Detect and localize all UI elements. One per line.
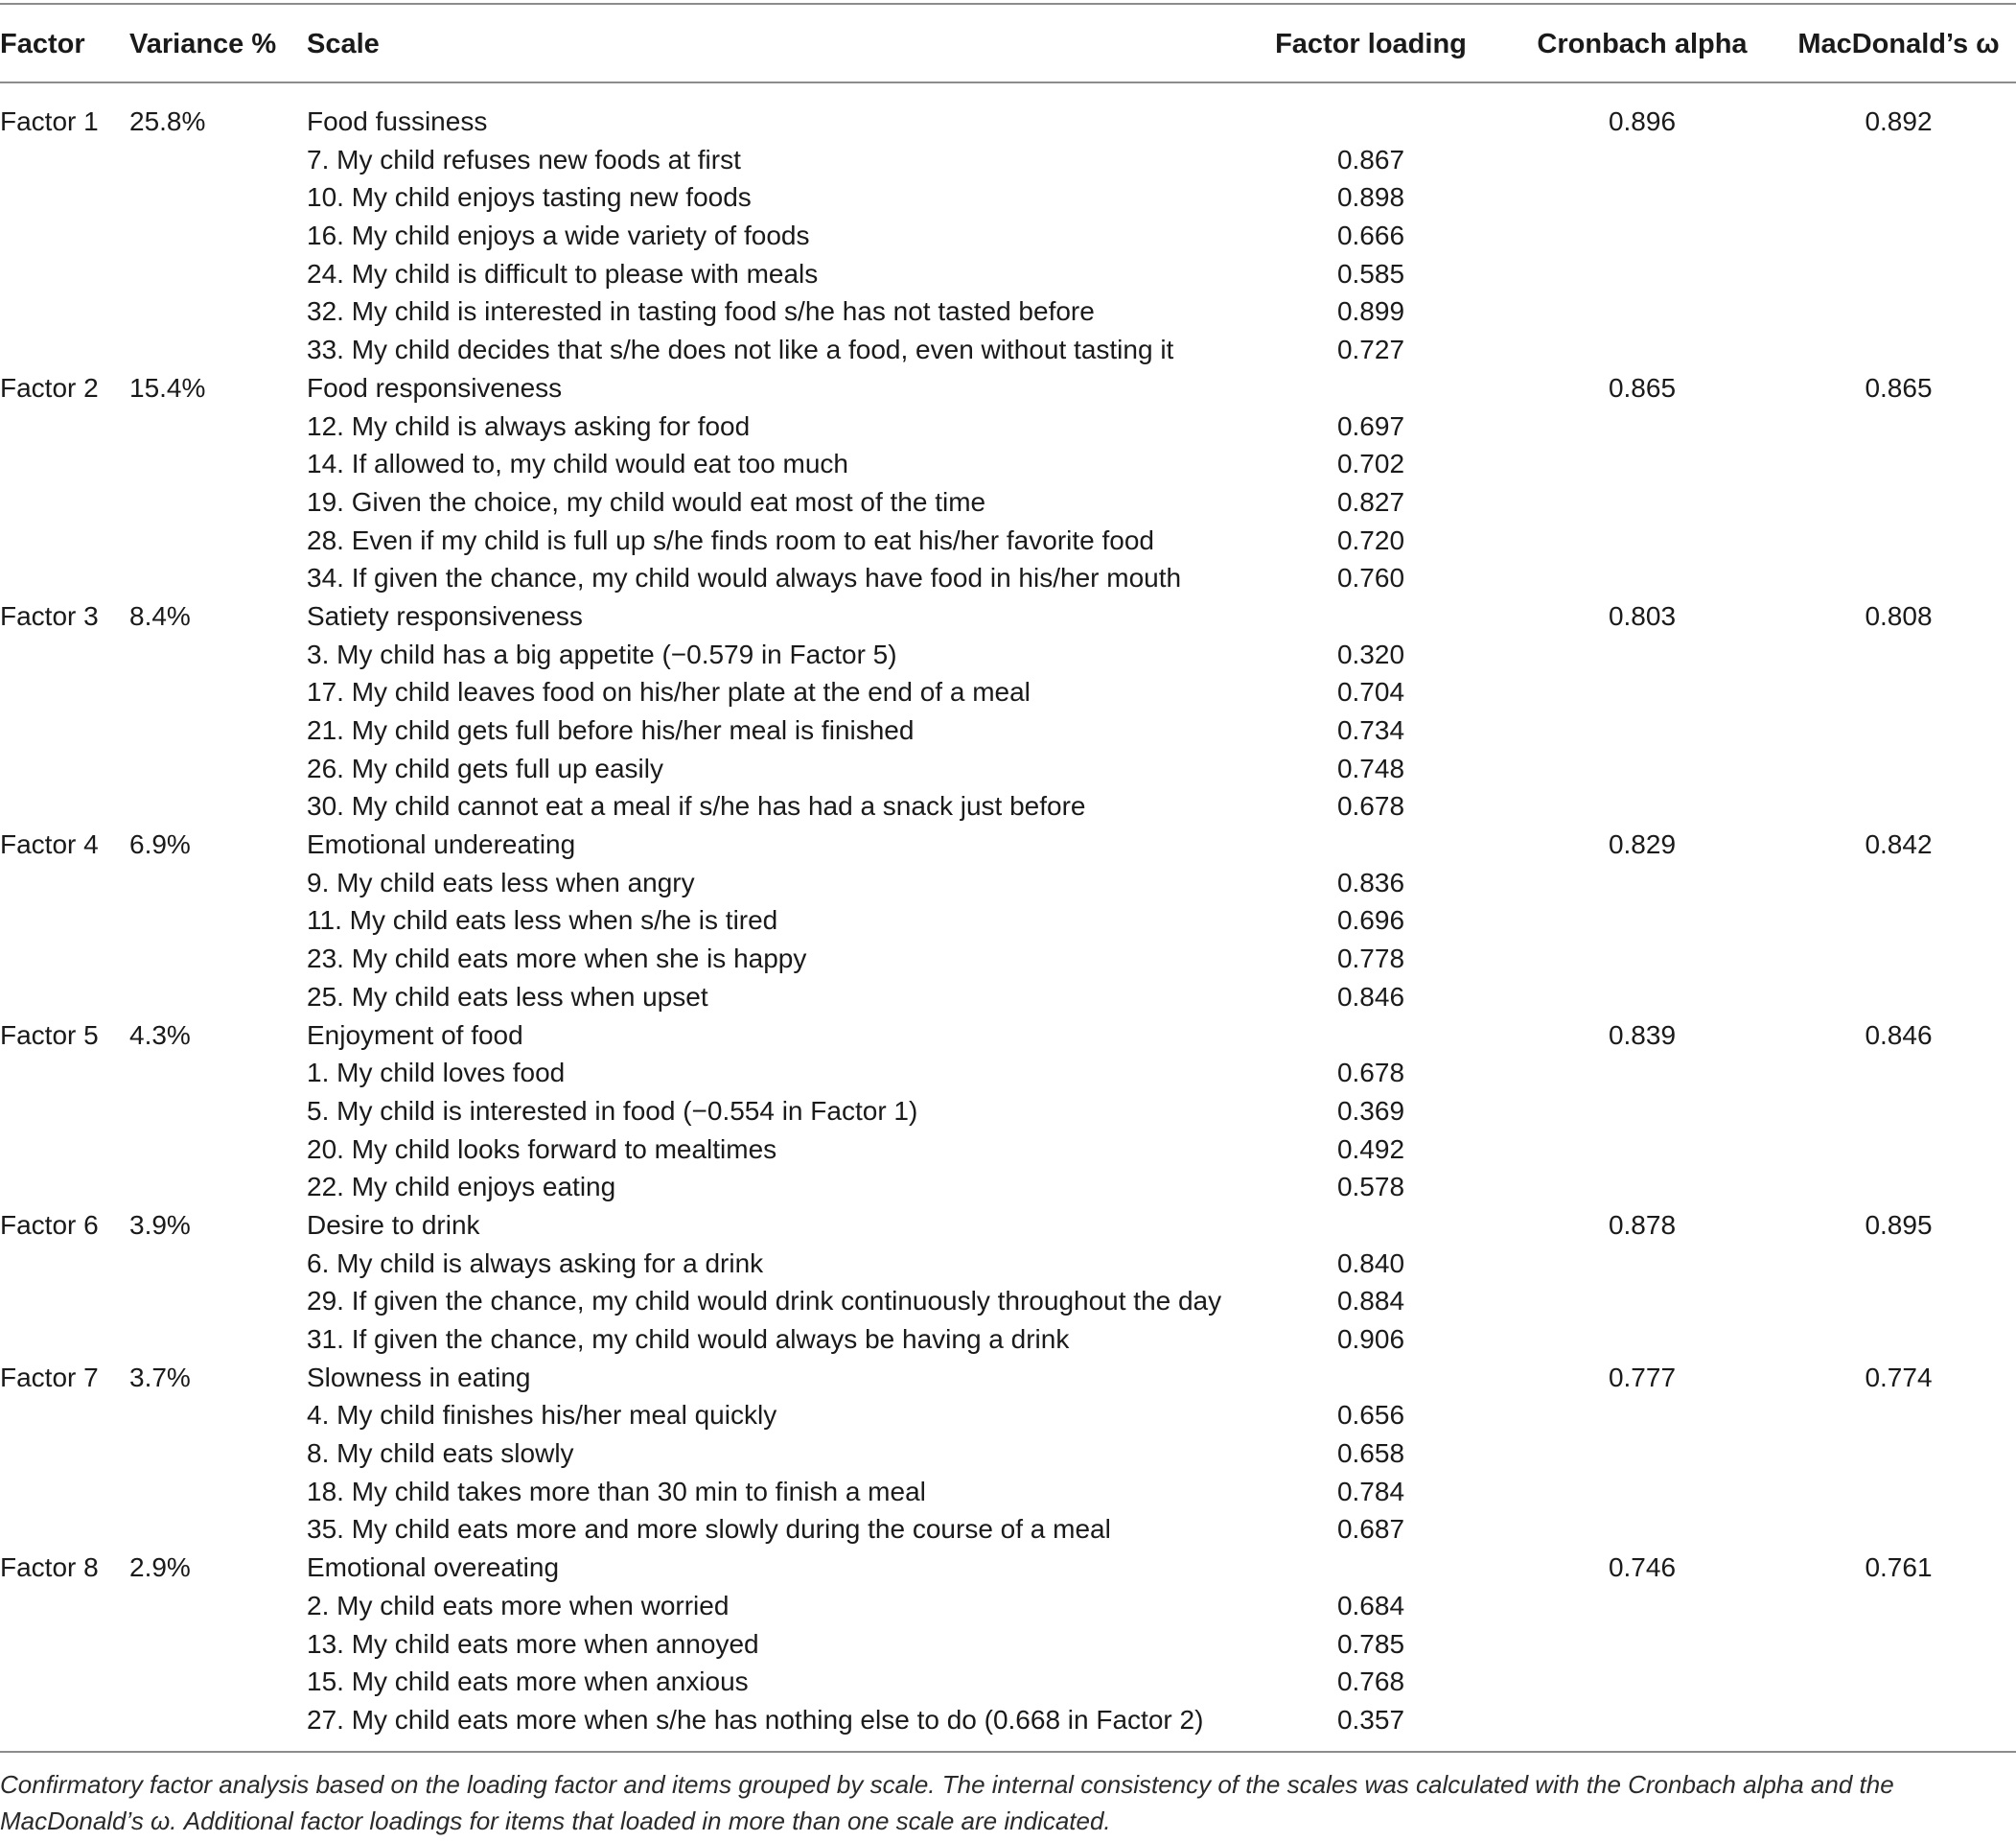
- cell-factor: Factor 5: [0, 1019, 99, 1050]
- table-row: [0, 1359, 2016, 1397]
- cell-factor-loading: 0.906: [1336, 1324, 1405, 1354]
- table-row: [0, 826, 2016, 864]
- cell-scale: 30. My child cannot eat a meal if s/he has had a snack just before: [307, 791, 1086, 822]
- cell-factor-loading: 0.320: [1336, 639, 1405, 669]
- cell-scale: 6. My child is always asking for a drink: [307, 1247, 764, 1278]
- table-row: [0, 369, 2016, 408]
- cell-factor-loading: 0.696: [1336, 905, 1405, 936]
- cell-cronbach-alpha: 0.829: [1608, 829, 1677, 860]
- cell-macdonalds-omega: 0.892: [1865, 106, 1933, 136]
- cell-scale: Emotional undereating: [307, 829, 576, 860]
- header-scale: Scale: [307, 29, 380, 59]
- cell-scale: 29. If given the chance, my child would drink continuously throughout the day: [307, 1286, 1222, 1317]
- cell-factor-loading: 0.687: [1336, 1514, 1405, 1545]
- cell-factor: Factor 3: [0, 600, 99, 631]
- cell-factor-loading: 0.678: [1336, 791, 1405, 822]
- table-bottom-rule: [0, 1751, 2016, 1753]
- cell-scale: 26. My child gets full up easily: [307, 753, 663, 783]
- cell-scale: 17. My child leaves food on his/her plate at the end of a meal: [307, 677, 1031, 708]
- cell-variance: 3.9%: [129, 1209, 191, 1240]
- cell-factor: Factor 8: [0, 1552, 99, 1583]
- cell-factor-loading: 0.840: [1336, 1247, 1405, 1278]
- cell-cronbach-alpha: 0.896: [1608, 106, 1677, 136]
- header-rule: [0, 82, 2016, 83]
- table-row: [0, 1510, 2016, 1549]
- cell-factor-loading: 0.658: [1336, 1438, 1405, 1469]
- table-row: [0, 1282, 2016, 1320]
- table-row: [0, 1396, 2016, 1434]
- cell-scale: 18. My child takes more than 30 min to finish a meal: [307, 1476, 926, 1506]
- cell-macdonalds-omega: 0.846: [1865, 1019, 1933, 1050]
- table-row: [0, 750, 2016, 788]
- cell-factor-loading: 0.846: [1336, 981, 1405, 1012]
- cell-scale: 35. My child eats more and more slowly during the course of a meal: [307, 1514, 1111, 1545]
- table-row: [0, 1320, 2016, 1359]
- cell-factor: Factor 4: [0, 829, 99, 860]
- cell-factor-loading: 0.697: [1336, 410, 1405, 441]
- cell-cronbach-alpha: 0.746: [1608, 1552, 1677, 1583]
- cell-scale: 33. My child decides that s/he does not like a food, even without tasting it: [307, 335, 1174, 365]
- cell-factor-loading: 0.727: [1336, 335, 1405, 365]
- cell-scale: 15. My child eats more when anxious: [307, 1666, 749, 1697]
- cell-factor-loading: 0.585: [1336, 258, 1405, 289]
- cell-scale: Food fussiness: [307, 106, 488, 136]
- cell-factor-loading: 0.827: [1336, 486, 1405, 517]
- cell-cronbach-alpha: 0.839: [1608, 1019, 1677, 1050]
- cell-scale: 19. Given the choice, my child would eat most of the time: [307, 486, 986, 517]
- cell-macdonalds-omega: 0.761: [1865, 1552, 1933, 1583]
- cell-scale: 31. If given the chance, my child would always be having a drink: [307, 1324, 1070, 1354]
- table-row: [0, 408, 2016, 446]
- cell-factor-loading: 0.899: [1336, 296, 1405, 327]
- table-row: [0, 1701, 2016, 1739]
- table-row: [0, 1549, 2016, 1587]
- table-row: [0, 483, 2016, 522]
- table-row: [0, 1168, 2016, 1206]
- cell-factor-loading: 0.760: [1336, 563, 1405, 594]
- cell-scale: 28. Even if my child is full up s/he finds room to eat his/her favorite food: [307, 524, 1154, 555]
- cell-scale: Enjoyment of food: [307, 1019, 523, 1050]
- cell-factor-loading: 0.785: [1336, 1628, 1405, 1659]
- cell-variance: 4.3%: [129, 1019, 191, 1050]
- cell-scale: 24. My child is difficult to please with meals: [307, 258, 819, 289]
- cell-variance: 6.9%: [129, 829, 191, 860]
- cell-factor-loading: 0.369: [1336, 1095, 1405, 1126]
- table-row: [0, 636, 2016, 674]
- table-footnote: Confirmatory factor analysis based on the loading factor and items grouped by scale. The internal consistency of the scales was calculated with the Cronbach alpha and the MacDonald’s ω. Additional factor loadings for items that loaded in more than one scale are indicated.: [0, 1770, 1894, 1835]
- cell-scale: Slowness in eating: [307, 1362, 531, 1392]
- cell-macdonalds-omega: 0.895: [1865, 1209, 1933, 1240]
- table-row: [0, 1054, 2016, 1092]
- cell-scale: 10. My child enjoys tasting new foods: [307, 182, 752, 213]
- header-macdonalds-omega: MacDonald’s ω: [1797, 29, 2000, 59]
- cell-scale: 20. My child looks forward to mealtimes: [307, 1133, 777, 1164]
- table-row: [0, 1130, 2016, 1169]
- cell-macdonalds-omega: 0.808: [1865, 600, 1933, 631]
- cell-scale: 4. My child finishes his/her meal quickly: [307, 1400, 777, 1431]
- cell-scale: 27. My child eats more when s/he has nothing else to do (0.668 in Factor 2): [307, 1704, 1204, 1735]
- cell-variance: 3.7%: [129, 1362, 191, 1392]
- cell-factor-loading: 0.768: [1336, 1666, 1405, 1697]
- table-row: [0, 1016, 2016, 1055]
- table-row: [0, 673, 2016, 711]
- cell-factor: Factor 2: [0, 372, 99, 403]
- cell-factor-loading: 0.784: [1336, 1476, 1405, 1506]
- table-row: [0, 178, 2016, 217]
- cell-cronbach-alpha: 0.878: [1608, 1209, 1677, 1240]
- cell-scale: 14. If allowed to, my child would eat too much: [307, 449, 848, 479]
- cell-factor-loading: 0.884: [1336, 1286, 1405, 1317]
- cell-scale: Satiety responsiveness: [307, 600, 583, 631]
- cell-factor-loading: 0.678: [1336, 1058, 1405, 1088]
- table-row: [0, 1092, 2016, 1130]
- cell-scale: 2. My child eats more when worried: [307, 1590, 730, 1620]
- cell-scale: 16. My child enjoys a wide variety of foods: [307, 221, 810, 251]
- cell-factor-loading: 0.492: [1336, 1133, 1405, 1164]
- cell-factor-loading: 0.836: [1336, 867, 1405, 897]
- table-body: [0, 103, 2016, 1739]
- cell-scale: 23. My child eats more when she is happy: [307, 944, 807, 974]
- cell-scale: 25. My child eats less when upset: [307, 981, 708, 1012]
- cell-scale: Food responsiveness: [307, 372, 563, 403]
- cell-factor: Factor 1: [0, 106, 99, 136]
- table-row: [0, 787, 2016, 826]
- cell-scale: Emotional overeating: [307, 1552, 560, 1583]
- table-row: [0, 978, 2016, 1016]
- table-row: [0, 522, 2016, 560]
- table-row: [0, 559, 2016, 597]
- table-row: [0, 1206, 2016, 1245]
- cell-macdonalds-omega: 0.774: [1865, 1362, 1933, 1392]
- table-row: [0, 217, 2016, 255]
- cell-factor-loading: 0.898: [1336, 182, 1405, 213]
- header-factor-loading: Factor loading: [1275, 29, 1467, 59]
- cell-scale: Desire to drink: [307, 1209, 480, 1240]
- table-row: [0, 711, 2016, 750]
- cell-scale: 12. My child is always asking for food: [307, 410, 751, 441]
- cell-scale: 11. My child eats less when s/he is tired: [307, 905, 778, 936]
- cell-factor-loading: 0.702: [1336, 449, 1405, 479]
- cell-factor-loading: 0.666: [1336, 221, 1405, 251]
- header-cronbach-alpha: Cronbach alpha: [1537, 29, 1748, 59]
- cell-factor-loading: 0.867: [1336, 144, 1405, 175]
- cell-macdonalds-omega: 0.842: [1865, 829, 1933, 860]
- table-row: [0, 940, 2016, 978]
- table-row: [0, 1473, 2016, 1511]
- table-row: [0, 141, 2016, 179]
- cell-factor-loading: 0.656: [1336, 1400, 1405, 1431]
- table-row: [0, 331, 2016, 369]
- table-row: [0, 1245, 2016, 1283]
- cell-factor-loading: 0.748: [1336, 753, 1405, 783]
- cell-factor-loading: 0.734: [1336, 715, 1405, 745]
- cell-factor-loading: 0.778: [1336, 944, 1405, 974]
- table-row: [0, 1625, 2016, 1664]
- cell-factor-loading: 0.357: [1336, 1704, 1405, 1735]
- cell-macdonalds-omega: 0.865: [1865, 372, 1933, 403]
- table-header-row: [0, 0, 2016, 82]
- table-row: [0, 901, 2016, 940]
- cell-factor-loading: 0.720: [1336, 524, 1405, 555]
- table-row: [0, 103, 2016, 141]
- cell-factor-loading: 0.578: [1336, 1172, 1405, 1202]
- cell-factor: Factor 6: [0, 1209, 99, 1240]
- cell-scale: 22. My child enjoys eating: [307, 1172, 616, 1202]
- cell-scale: 9. My child eats less when angry: [307, 867, 695, 897]
- cell-factor-loading: 0.704: [1336, 677, 1405, 708]
- cell-variance: 25.8%: [129, 106, 206, 136]
- cell-scale: 21. My child gets full before his/her meal is finished: [307, 715, 915, 745]
- cell-scale: 3. My child has a big appetite (−0.579 in Factor 5): [307, 639, 897, 669]
- cell-scale: 1. My child loves food: [307, 1058, 566, 1088]
- cell-scale: 8. My child eats slowly: [307, 1438, 574, 1469]
- table-row: [0, 864, 2016, 902]
- cell-variance: 8.4%: [129, 600, 191, 631]
- table-row: [0, 597, 2016, 636]
- cell-factor-loading: 0.684: [1336, 1590, 1405, 1620]
- table-row: [0, 1587, 2016, 1625]
- cell-cronbach-alpha: 0.777: [1608, 1362, 1677, 1392]
- table-row: [0, 1663, 2016, 1701]
- cell-factor: Factor 7: [0, 1362, 99, 1392]
- table-row: [0, 292, 2016, 331]
- header-factor: Factor: [0, 29, 85, 59]
- cell-cronbach-alpha: 0.865: [1608, 372, 1677, 403]
- table-row: [0, 445, 2016, 483]
- cell-variance: 2.9%: [129, 1552, 191, 1583]
- cell-scale: 5. My child is interested in food (−0.554 in Factor 1): [307, 1095, 918, 1126]
- cell-cronbach-alpha: 0.803: [1608, 600, 1677, 631]
- cell-scale: 32. My child is interested in tasting food s/he has not tasted before: [307, 296, 1095, 327]
- header-variance: Variance %: [129, 29, 277, 59]
- cell-scale: 34. If given the chance, my child would always have food in his/her mouth: [307, 563, 1182, 594]
- cell-variance: 15.4%: [129, 372, 206, 403]
- table-row: [0, 1434, 2016, 1473]
- cell-scale: 7. My child refuses new foods at first: [307, 144, 741, 175]
- table-row: [0, 255, 2016, 293]
- cell-scale: 13. My child eats more when annoyed: [307, 1628, 759, 1659]
